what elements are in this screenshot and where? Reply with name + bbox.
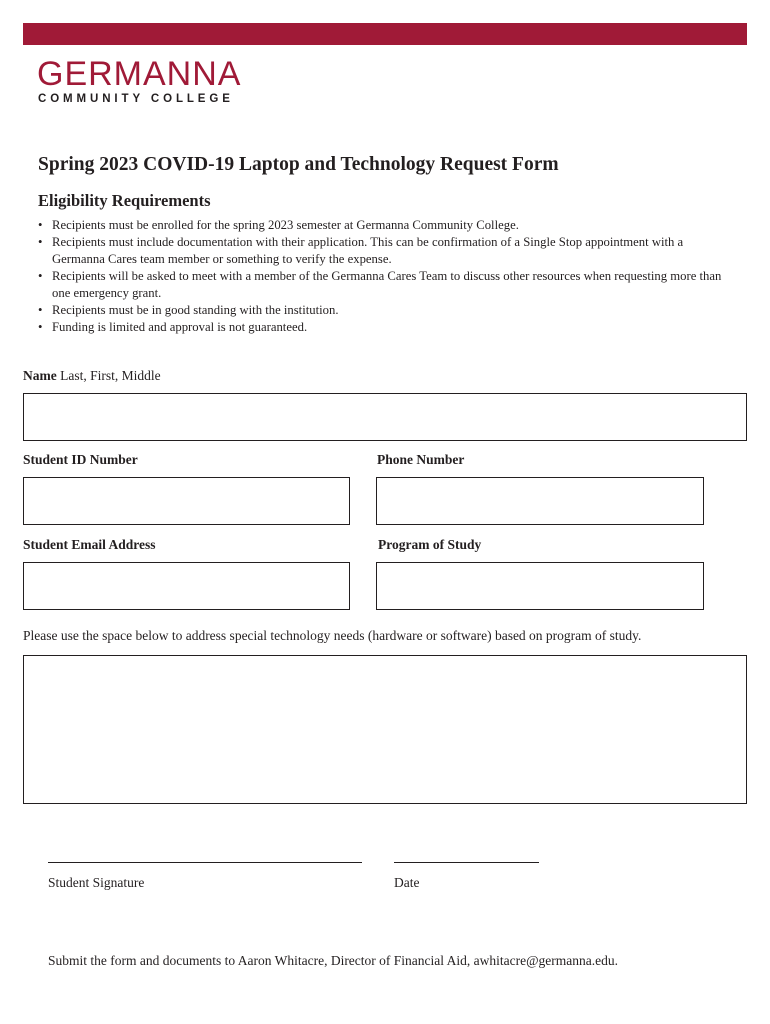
eligibility-list — [38, 217, 738, 336]
program-label — [378, 537, 481, 553]
submission-instructions: Submit the form and documents to Aaron Whitacre, Director of Financial Aid, awhitacre@germanna.edu. — [48, 953, 619, 968]
student-id-label — [23, 452, 138, 468]
name-field[interactable] — [23, 393, 747, 441]
program-field[interactable] — [376, 562, 704, 610]
email-field[interactable] — [23, 562, 350, 610]
student-id-label-text: Student ID Number — [23, 452, 138, 467]
college-logo: GERMANNA — [37, 55, 242, 93]
requirement-item: • Recipients must include documentation with their application. This can be confirmation of a Single Stop appointment with a Germanna Cares team member or something to verify the expense. — [38, 234, 738, 268]
requirement-item: • Recipients must be in good standing with the institution. — [38, 302, 738, 319]
college-logo-tagline: COMMUNITY COLLEGE — [38, 93, 234, 105]
eligibility-heading: Eligibility Requirements — [38, 191, 211, 210]
tech-needs-textarea[interactable] — [23, 655, 747, 804]
name-hint: Last, First, Middle — [60, 368, 161, 383]
program-label-text: Program of Study — [378, 537, 482, 552]
phone-label — [377, 452, 464, 468]
name-label — [23, 368, 161, 384]
phone-label-text: Phone Number — [377, 452, 465, 467]
student-id-field[interactable] — [23, 477, 350, 525]
form-title: Spring 2023 COVID-19 Laptop and Technology Request Form — [38, 154, 559, 175]
name-label-text: Name — [23, 368, 57, 383]
tech-needs-prompt: Please use the space below to address special technology needs (hardware or software) based on program of study. — [23, 628, 642, 643]
student-signature-line[interactable] — [48, 862, 362, 863]
date-line[interactable] — [394, 862, 539, 863]
header-bar — [23, 23, 747, 45]
requirement-item: • Funding is limited and approval is not guaranteed. — [38, 319, 738, 336]
phone-field[interactable] — [376, 477, 704, 525]
student-signature-label: Student Signature — [48, 875, 145, 890]
requirement-item: • Recipients will be asked to meet with a member of the Germanna Cares Team to discuss other resources when requesting more than one emergency grant. — [38, 268, 738, 302]
email-label-text: Student Email Address — [23, 537, 156, 552]
requirement-item: • Recipients must be enrolled for the spring 2023 semester at Germanna Community College. — [38, 217, 738, 234]
email-label — [23, 537, 156, 553]
date-label: Date — [394, 875, 420, 890]
